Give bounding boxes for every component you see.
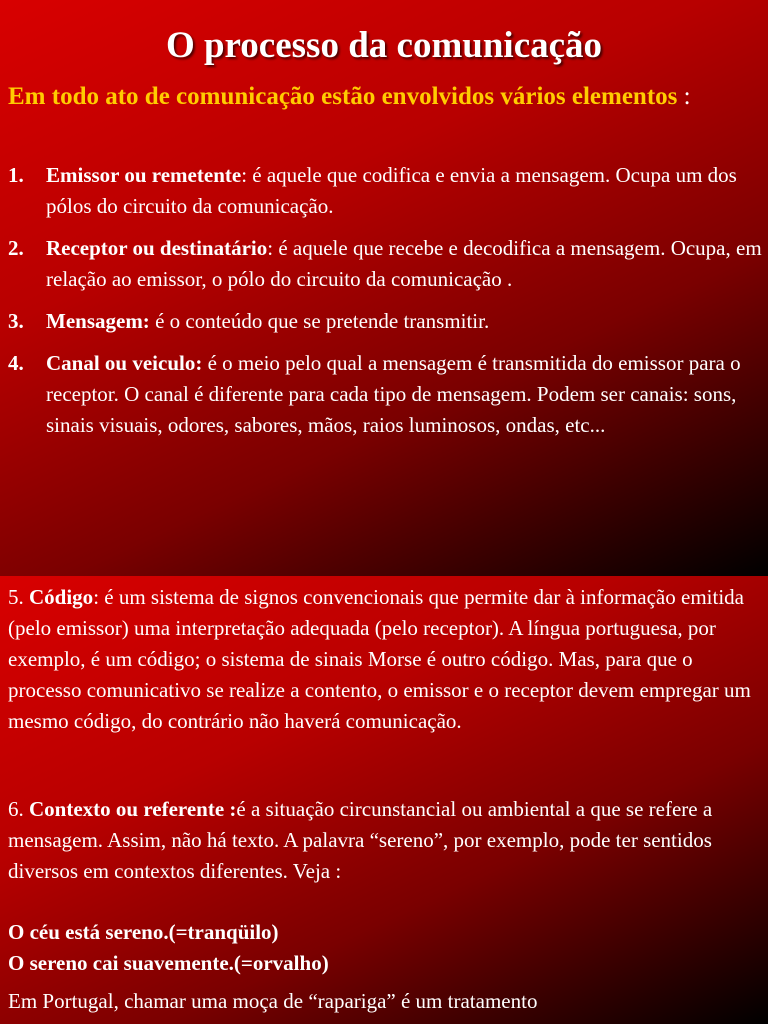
list-item-text: é o conteúdo que se pretende transmitir. (149, 309, 490, 333)
contexto-paragraph (8, 794, 760, 887)
codigo-prefix: 5. (8, 585, 29, 609)
list-item-text: : é aquele que codifica e envia a mensagem. Ocupa um dos pólos do circuito da comunicação. (46, 163, 737, 218)
list-item (8, 348, 763, 441)
example-line: O céu está sereno.(=tranqüilo) (8, 920, 279, 944)
cut-off-paragraph: Em Portugal, chamar uma moça de “rapariga” é um tratamento (8, 989, 538, 1013)
list-item-number: 4. (8, 351, 24, 375)
contexto-prefix: 6. (8, 797, 29, 821)
list-item-term: Mensagem: (46, 309, 150, 333)
codigo-paragraph (8, 582, 760, 737)
contexto-term: Contexto ou referente : (29, 797, 237, 821)
list-item (8, 160, 763, 222)
intro-highlight: Em todo ato de comunicação estão envolvidos vários elementos (8, 83, 678, 110)
list-item-number: 3. (8, 309, 24, 333)
contexto-text: é a situação circunstancial ou ambiental a que se refere a mensagem. Assim, não há texto. A palavra “sereno”, por exemplo, pode ter sentidos diversos em contextos diferentes. Veja : (8, 797, 713, 883)
list-item (8, 233, 763, 295)
list-item-number: 2. (8, 236, 24, 260)
codigo-term: Código (29, 585, 94, 609)
list-item-term: Receptor ou destinatário (46, 236, 268, 260)
example-line: O sereno cai suavemente.(=orvalho) (8, 951, 329, 975)
codigo-text: : é um sistema de signos convencionais que permite dar à informação emitida (pelo emissor) uma interpretação adequada (pelo receptor). A língua portuguesa, por exemplo, é um código; o sistema de sinais Morse é outro código. Mas, para que o processo comunicativo se realize a contento, o emissor e o receptor devem empregar um mesmo código, do contrário não haverá comunicação. (8, 585, 751, 733)
page-title: O processo da comunicação (165, 25, 603, 66)
list-item-text: : é aquele que recebe e decodifica a mensagem. Ocupa, em relação ao emissor, o pólo do circuito da comunicação . (46, 236, 762, 291)
slide-2 (0, 576, 768, 1024)
list-item-text: é o meio pelo qual a mensagem é transmitida do emissor para o receptor. O canal é diferente para cada tipo de mensagem. Podem ser canais: sons, sinais visuais, odores, sabores, mãos, raios luminosos, ondas, etc... (46, 351, 741, 437)
list-item-term: Emissor ou remetente (46, 163, 242, 187)
intro-colon: : (677, 83, 691, 110)
intro-text (8, 80, 748, 114)
examples-block (8, 917, 760, 979)
list-item-term: Canal ou veiculo: (46, 351, 203, 375)
list-item-number: 1. (8, 163, 24, 187)
elements-list (8, 160, 763, 452)
list-item (8, 306, 763, 337)
